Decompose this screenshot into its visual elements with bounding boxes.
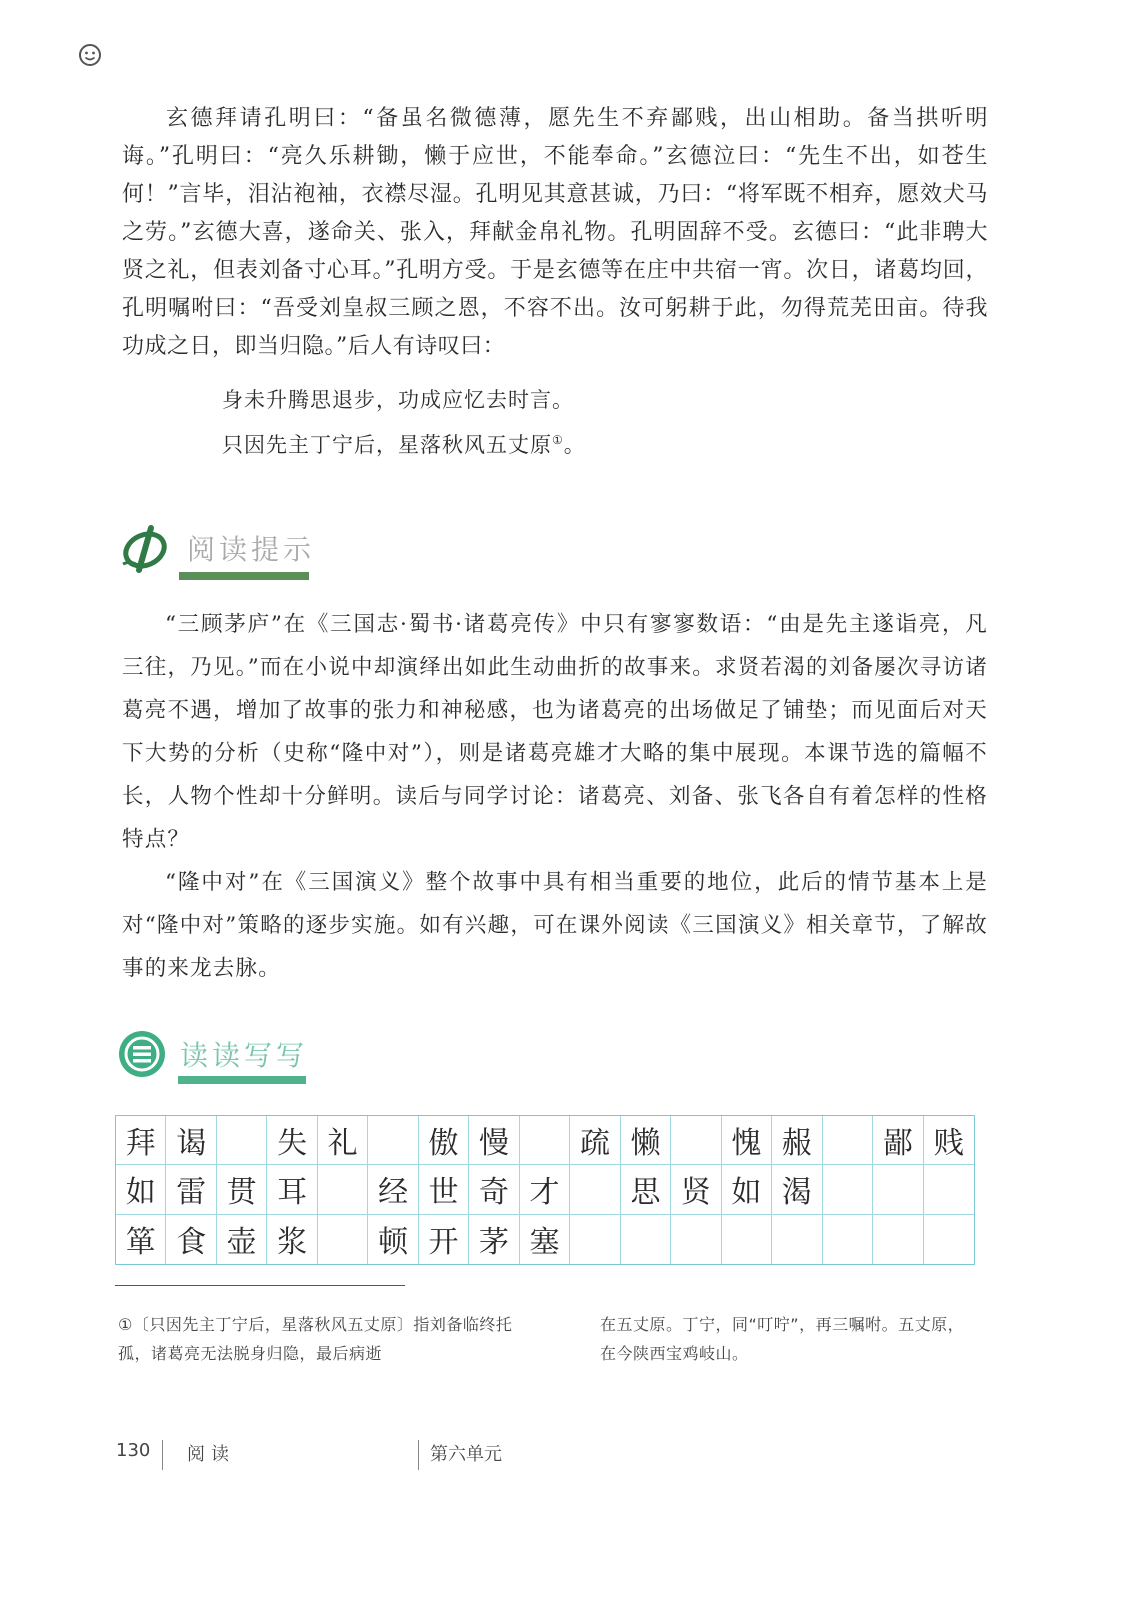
grid-cell: 如: [116, 1165, 166, 1214]
main-text: [122, 100, 988, 366]
grid-cell: 顿: [368, 1215, 418, 1264]
grid-cell: 茅: [469, 1215, 519, 1264]
grid-cell: [570, 1215, 620, 1264]
grid-cell: 傲: [419, 1116, 469, 1165]
page-section: 阅读: [187, 1444, 235, 1465]
grid-cell: 奇: [469, 1165, 519, 1214]
footnote-left: ①〔只因先主丁宁后，星落秋风五丈原〕指刘备临终托孤，诸葛亮无法脱身归隐，最后病逝: [118, 1315, 513, 1363]
grid-cell: 愧: [722, 1116, 772, 1165]
poem: [222, 380, 586, 465]
footnote-right: 在五丈原。丁宁，同“叮咛”，再三嘱咐。五丈原，在今陕西宝鸡岐山。: [600, 1315, 965, 1363]
grid-cell: [318, 1215, 368, 1264]
grid-cell: 塞: [520, 1215, 570, 1264]
grid-cell: [671, 1215, 721, 1264]
main-paragraph: 玄德拜请孔明曰：“备虽名微德薄，愿先生不弃鄙贱，出山相助。备当拱听明诲。”孔明曰：“亮久乐耕锄，懒于应世，不能奉命。”玄德泣曰：“先生不出，如苍生何！”言毕，泪沾袍袖，衣襟尽湿。孔明见其意甚诚，乃曰：“将军既不相弃，愿效犬马之劳。”玄德大喜，遂命关、张入，拜献金帛礼物。孔明固辞不受。玄德曰：“此非聘大贤之礼，但表刘备寸心耳。”孔明方受。于是玄德等在庄中共宿一宵。次日，诸葛均回，孔明嘱咐曰：“吾受刘皇叔三顾之恩，不容不出。汝可躬耕于此，勿得荒芜田亩。待我功成之日，即当归隐。”后人有诗叹曰：: [122, 106, 988, 359]
grid-cell: 谒: [166, 1116, 216, 1165]
grid-cell: 食: [166, 1215, 216, 1264]
grid-cell: 箪: [116, 1215, 166, 1264]
grid-cell: 如: [722, 1165, 772, 1214]
grid-cell: 渴: [772, 1165, 822, 1214]
reading-tip-icon: [117, 522, 173, 574]
grid-cell: 失: [267, 1116, 317, 1165]
read-write-header: [116, 1028, 308, 1080]
grid-cell: [520, 1116, 570, 1165]
grid-cell: [318, 1165, 368, 1214]
grid-cell: 世: [419, 1165, 469, 1214]
footer-divider: [162, 1440, 163, 1470]
grid-cell: [570, 1165, 620, 1214]
grid-cell: [924, 1165, 974, 1214]
reading-tip-paragraph-1: “三顾茅庐”在《三国志·蜀书·诸葛亮传》中只有寥寥数语：“由是先主遂诣亮，凡三往，乃见。”而在小说中却演绎出如此生动曲折的故事来。求贤若渴的刘备屡次寻访诸葛亮不遇，增加了故事的张力和神秘感，也为诸葛亮的出场做足了铺垫；而见面后对天下大势的分析（史称“隆中对”），则是诸葛亮雄才大略的集中展现。本课节选的篇幅不长，人物个性却十分鲜明。读后与同学讨论：诸葛亮、刘备、张飞各自有着怎样的性格特点？: [122, 612, 988, 852]
grid-cell: [722, 1215, 772, 1264]
page-number: 130: [116, 1440, 151, 1461]
reading-tip-header: [117, 522, 315, 574]
grid-cell: 浆: [267, 1215, 317, 1264]
grid-cell: 贱: [924, 1116, 974, 1165]
reading-tip-underline: [179, 572, 309, 580]
grid-cell: 贯: [217, 1165, 267, 1214]
reading-tip-title: 阅读提示: [187, 533, 316, 566]
footnote-mark: ①: [552, 433, 564, 447]
grid-cell: [873, 1165, 923, 1214]
grid-cell: 耳: [267, 1165, 317, 1214]
grid-cell: 贤: [671, 1165, 721, 1214]
grid-cell: 思: [621, 1165, 671, 1214]
grid-cell: 慢: [469, 1116, 519, 1165]
grid-cell: [823, 1215, 873, 1264]
read-write-icon: [116, 1028, 168, 1080]
poem-line-2: 只因先主丁宁后，星落秋风五丈原①。: [222, 433, 586, 457]
read-write-underline: [178, 1076, 306, 1084]
grid-cell: 礼: [318, 1116, 368, 1165]
footnote-divider: [115, 1285, 405, 1286]
vocabulary-grid: [115, 1115, 975, 1265]
reading-tip-body: [122, 603, 988, 990]
page-unit: 第六单元: [430, 1444, 502, 1465]
grid-cell: 鄙: [873, 1116, 923, 1165]
grid-cell: 拜: [116, 1116, 166, 1165]
footer-divider: [418, 1440, 419, 1470]
grid-cell: [823, 1116, 873, 1165]
grid-cell: [217, 1116, 267, 1165]
grid-cell: 赧: [772, 1116, 822, 1165]
grid-cell: [873, 1215, 923, 1264]
grid-cell: 开: [419, 1215, 469, 1264]
poem-line-1: 身未升腾思退步，功成应忆去时言。: [222, 388, 574, 412]
grid-cell: [823, 1165, 873, 1214]
grid-cell: [924, 1215, 974, 1264]
grid-cell: 壶: [217, 1215, 267, 1264]
grid-cell: 疏: [570, 1116, 620, 1165]
grid-cell: [368, 1116, 418, 1165]
grid-cell: [621, 1215, 671, 1264]
grid-cell: 才: [520, 1165, 570, 1214]
grid-cell: 雷: [166, 1165, 216, 1214]
grid-cell: [671, 1116, 721, 1165]
read-write-title: 读读写写: [180, 1039, 309, 1072]
grid-cell: 懒: [621, 1116, 671, 1165]
grid-cell: [772, 1215, 822, 1264]
reading-tip-paragraph-2: “隆中对”在《三国演义》整个故事中具有相当重要的地位，此后的情节基本上是对“隆中对”策略的逐步实施。如有兴趣，可在课外阅读《三国演义》相关章节，了解故事的来龙去脉。: [122, 870, 988, 981]
smiley-icon: [78, 43, 102, 67]
grid-cell: 经: [368, 1165, 418, 1214]
